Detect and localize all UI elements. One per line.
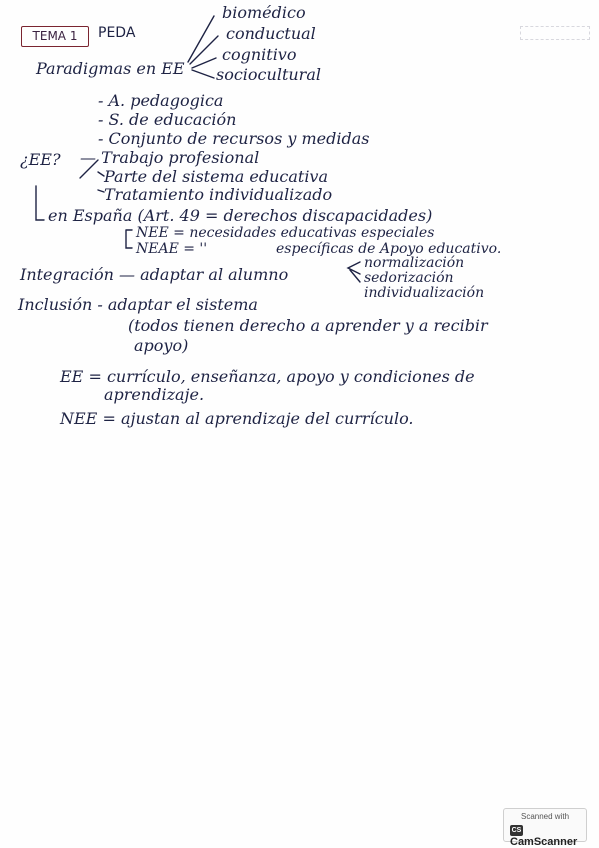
camscanner-brand — [510, 824, 586, 848]
paradigma-item: cognitivo — [222, 45, 297, 64]
que-ee-label: ¿EE? — [20, 150, 61, 169]
tema-label: TEMA 1 — [21, 26, 89, 47]
que-ee-item: — Trabajo profesional — [80, 148, 260, 167]
nee-summary: NEE = ajustan al aprendizaje del currículo. — [60, 409, 414, 428]
ee-definition: EE = currículo, enseñanza, apoyo y condiciones de — [60, 367, 475, 386]
integracion-label: Integración — adaptar al alumno — [20, 265, 289, 284]
neae-prefix: NEAE = '' — [136, 241, 208, 257]
paradigma-item: conductual — [226, 24, 316, 43]
que-ee-item: Parte del sistema educativa — [104, 167, 329, 186]
inclusion-note: (todos tienen derecho a aprender y a recibir — [128, 316, 488, 335]
paradigma-item: biomédico — [222, 3, 306, 22]
list-item: - Conjunto de recursos y medidas — [98, 129, 370, 148]
integracion-item: normalización — [364, 255, 465, 271]
camscanner-logo-icon: CS — [511, 826, 522, 834]
paradigmas-label: Paradigmas en EE — [36, 59, 185, 78]
paradigma-item: sociocultural — [216, 65, 321, 84]
scanned-with-text: Scanned with — [520, 812, 570, 821]
subject-label: PEDA — [98, 25, 136, 41]
list-item: - A. pedagogica — [98, 91, 224, 110]
camscanner-badge — [503, 808, 587, 848]
nee-definition: NEE = necesidades educativas especiales — [136, 225, 435, 241]
inclusion-note: apoyo) — [134, 336, 189, 355]
list-item: - S. de educación — [98, 110, 237, 129]
espana-line: en España (Art. 49 = derechos discapacidades) — [48, 206, 433, 225]
inclusion-label: Inclusión - adaptar el sistema — [18, 295, 258, 314]
camscanner-brand-text: CamScanner — [510, 836, 578, 848]
faint-stamp — [520, 26, 590, 40]
integracion-item: sedorización — [364, 270, 454, 286]
que-ee-item: Tratamiento individualizado — [104, 185, 333, 204]
neae-rest: específicas de Apoyo educativo. — [276, 241, 502, 257]
ee-definition-cont: aprendizaje. — [104, 385, 205, 404]
integracion-item: individualización — [364, 285, 485, 301]
